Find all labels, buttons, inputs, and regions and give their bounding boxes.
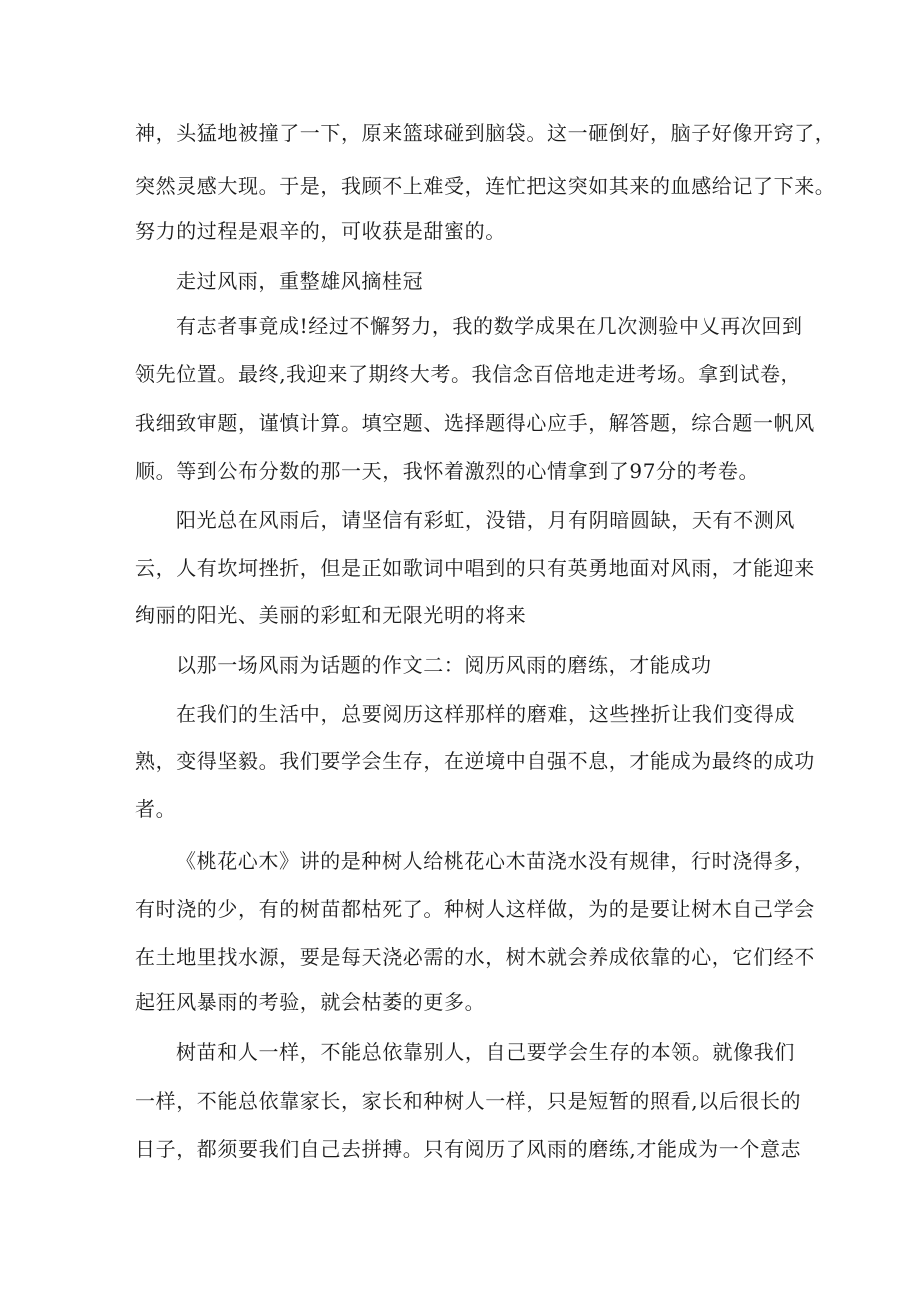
text-line: 在土地里找水源，要是每天浇必需的水，树木就会养成依靠的心，它们经不 xyxy=(135,945,815,969)
section-heading: 走过风雨，重整雄风摘桂冠 xyxy=(176,269,424,293)
text-line: 有时浇的少，有的树苗都枯死了。种树人这样做，为的是要让树木自己学会 xyxy=(135,897,815,921)
text-line: 熟，变得坚毅。我们要学会生存，在逆境中自强不息，才能成为最终的成功 xyxy=(135,749,815,773)
text-line: 努力的过程是艰辛的，可收获是甜蜜的。 xyxy=(135,219,506,243)
text-line: 阳光总在风雨后，请坚信有彩虹，没错，月有阴暗圆缺，天有不测风 xyxy=(176,508,795,532)
section-heading: 以那一场风雨为话题的作文二：阅历风雨的磨练，才能成功 xyxy=(176,653,712,677)
text-line: 我细致审题，谨慎计算。填空题、选择题得心应手，解答题，综合题一帆风 xyxy=(135,411,815,435)
text-line: 绚丽的阳光、美丽的彩虹和无限光明的将来 xyxy=(135,603,527,627)
text-line: 日子，都须要我们自己去拼搏。只有阅历了风雨的磨练,才能成为一个意志 xyxy=(135,1137,802,1161)
text-line: 神，头猛地被撞了一下，原来篮球碰到脑袋。这一砸倒好，脑子好像开窍了， xyxy=(135,121,836,145)
text-line: 《桃花心木》讲的是种树人给桃花心木苗浇水没有规律，行时浇得多， xyxy=(176,849,815,873)
text-line: 在我们的生活中，总要阅历这样那样的磨难，这些挫折让我们变得成 xyxy=(176,702,795,726)
text-line: 一样，不能总依靠家长，家长和种树人一样，只是短暂的照看,以后很长的 xyxy=(135,1089,802,1113)
text-line: 领先位置。最终,我迎来了期终大考。我信念百倍地走进考场。拿到试卷， xyxy=(135,362,802,386)
text-line: 有志者事竟成!经过不懈努力，我的数学成果在几次测验中乂再次回到 xyxy=(176,314,803,338)
text-line: 起狂风暴雨的考验，就会枯萎的更多。 xyxy=(135,990,486,1014)
text-line: 突然灵感大现。于是，我顾不上难受，连忙把这突如其来的血感给记了下来。 xyxy=(135,174,836,198)
text-line: 树苗和人一样，不能总依靠别人，自己要学会生存的本领。就像我们 xyxy=(176,1040,795,1064)
text-line: 者。 xyxy=(135,797,177,821)
text-line: 云，人有坎坷挫折，但是正如歌词中唱到的只有英勇地面对风雨，才能迎来 xyxy=(135,556,815,580)
text-line: 顺。等到公布分数的那一天，我怀着激烈的心情拿到了97分的考卷。 xyxy=(135,459,760,483)
